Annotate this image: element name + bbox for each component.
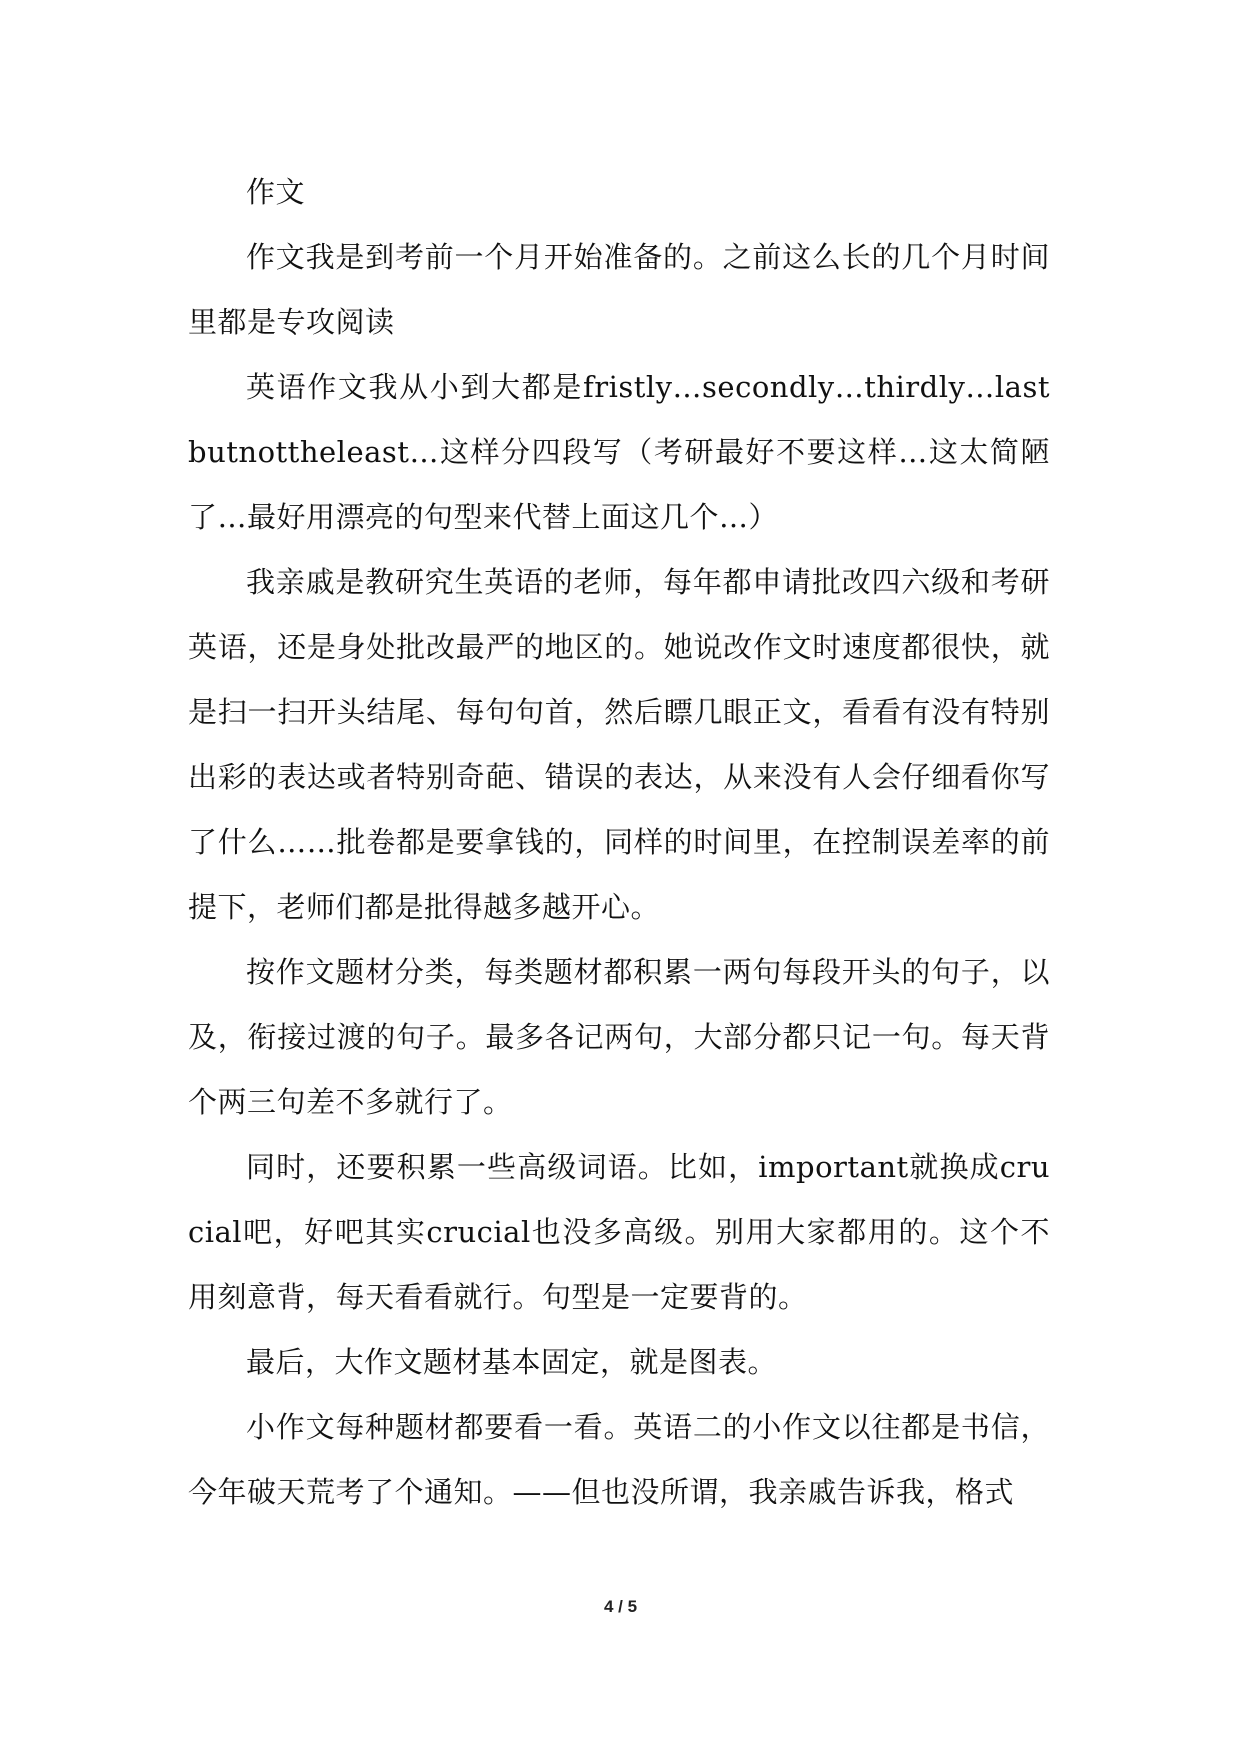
paragraph: 最后，大作文题材基本固定，就是图表。 [246, 1345, 778, 1379]
paragraph: 按作文题材分类，每类题材都积累一两句每段开头的句子，以及，衔接过渡的句子。最多各记两句，大部分都只记一句。每天背个两三句差不多就行了。 [188, 955, 1050, 1119]
page-number: 4 / 5 [603, 1597, 638, 1616]
paragraph: 英语作文我从小到大都是fristly…secondly…thirdly…lastbutnottheleast…这样分四段写（考研最好不要这样…这太简陋了…最好用漂亮的句型来代替上面这几个…） [188, 370, 1050, 534]
paragraph: 作文我是到考前一个月开始准备的。之前这么长的几个月时间里都是专攻阅读 [188, 240, 1050, 339]
document-body [188, 160, 1050, 1525]
section-heading: 作文 [246, 175, 306, 209]
paragraph: 我亲戚是教研究生英语的老师，每年都申请批改四六级和考研英语，还是身处批改最严的地区的。她说改作文时速度都很快，就是扫一扫开头结尾、每句句首，然后瞟几眼正文，看看有没有特别出彩的表达或者特别奇葩、错误的表达，从来没有人会仔细看你写了什么……批卷都是要拿钱的，同样的时间里，在控制误差率的前提下，老师们都是批得越多越开心。 [188, 565, 1050, 924]
paragraph: 同时，还要积累一些高级词语。比如，important就换成crucial吧，好吧其实crucial也没多高级。别用大家都用的。这个不用刻意背，每天看看就行。句型是一定要背的。 [188, 1150, 1050, 1314]
paragraph: 小作文每种题材都要看一看。英语二的小作文以往都是书信，今年破天荒考了个通知。——但也没所谓，我亲戚告诉我，格式 [188, 1410, 1050, 1509]
